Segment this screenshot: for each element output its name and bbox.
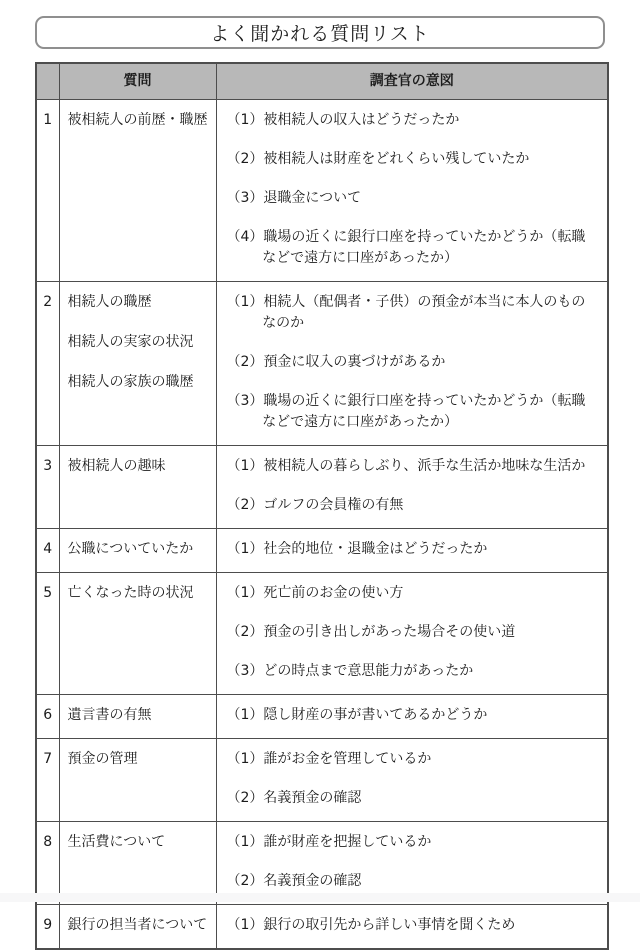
intent-cell [216, 821, 608, 904]
intent-item: （1）死亡前のお金の使い方 [226, 584, 404, 601]
question-cell [59, 904, 216, 949]
intent-item: （1）隠し財産の事が書いてあるかどうか [226, 706, 488, 723]
page-bottom-band [0, 893, 640, 902]
row-number: 3 [36, 445, 59, 528]
question-cell [59, 99, 216, 281]
header-cell-number [36, 63, 59, 99]
table-row [36, 445, 608, 528]
table-row [36, 572, 608, 694]
intent-cell [216, 738, 608, 821]
question-line: 相続人の実家の状況 [67, 333, 194, 350]
row-number: 8 [36, 821, 59, 904]
intent-item: （2）預金の引き出しがあった場合その使い道 [226, 623, 516, 640]
row-number: 9 [36, 904, 59, 949]
intent-item: （1）被相続人の収入はどうだったか [226, 111, 460, 128]
page-title: よく聞かれる質問リスト [210, 23, 430, 45]
row-number: 6 [36, 694, 59, 738]
question-cell [59, 281, 216, 445]
question-cell [59, 445, 216, 528]
intent-cell [216, 528, 608, 572]
header-row [36, 63, 608, 99]
page-title-box [35, 16, 605, 49]
question-line: 相続人の職歴 [67, 293, 152, 310]
table-header [36, 63, 608, 99]
row-number: 5 [36, 572, 59, 694]
intent-cell [216, 572, 608, 694]
intent-cell [216, 904, 608, 949]
intent-item: （1）誰が財産を把握しているか [226, 833, 432, 850]
intent-item: （1）誰がお金を管理しているか [226, 750, 432, 767]
question-line: 公職についていたか [67, 540, 194, 557]
table-row [36, 904, 608, 949]
questions-table [35, 62, 609, 950]
intent-item: （1）銀行の取引先から詳しい事情を聞くため [226, 916, 516, 933]
intent-item: （2）ゴルフの会員権の有無 [226, 496, 404, 513]
question-line: 亡くなった時の状況 [67, 584, 194, 601]
question-cell [59, 572, 216, 694]
row-number: 4 [36, 528, 59, 572]
table-body [36, 99, 608, 949]
intent-cell [216, 694, 608, 738]
question-line: 被相続人の趣味 [67, 457, 166, 474]
intent-cell [216, 445, 608, 528]
question-line: 被相続人の前歴・職歴 [67, 111, 208, 128]
intent-item: （1）被相続人の暮らしぶり、派手な生活か地味な生活か [226, 457, 586, 474]
intent-item: （3）職場の近くに銀行口座を持っていたかどうか（転職などで遠方に口座があったか） [226, 392, 586, 430]
header-cell-question: 質問 [59, 63, 216, 99]
header-cell-intent: 調査官の意図 [216, 63, 608, 99]
intent-cell [216, 281, 608, 445]
question-line: 預金の管理 [67, 750, 138, 767]
question-line: 銀行の担当者について [67, 916, 208, 933]
intent-item: （2）名義預金の確認 [226, 789, 362, 806]
question-cell [59, 528, 216, 572]
intent-cell [216, 99, 608, 281]
question-line: 生活費について [67, 833, 166, 850]
intent-item: （2）名義預金の確認 [226, 872, 362, 889]
question-cell [59, 738, 216, 821]
question-line: 遺言書の有無 [67, 706, 152, 723]
intent-item: （1）社会的地位・退職金はどうだったか [226, 540, 488, 557]
question-cell [59, 694, 216, 738]
intent-item: （2）預金に収入の裏づけがあるか [226, 353, 446, 370]
table-row [36, 738, 608, 821]
intent-item: （1）相続人（配偶者・子供）の預金が本当に本人のものなのか [226, 293, 586, 331]
intent-item: （4）職場の近くに銀行口座を持っていたかどうか（転職などで遠方に口座があったか） [226, 228, 586, 266]
table-row [36, 694, 608, 738]
table-row [36, 821, 608, 904]
question-line: 相続人の家族の職歴 [67, 373, 194, 390]
table-row [36, 99, 608, 281]
table-row [36, 528, 608, 572]
intent-item: （2）被相続人は財産をどれくらい残していたか [226, 150, 530, 167]
intent-item: （3）退職金について [226, 189, 362, 206]
row-number: 1 [36, 99, 59, 281]
row-number: 2 [36, 281, 59, 445]
row-number: 7 [36, 738, 59, 821]
table-row [36, 281, 608, 445]
question-cell [59, 821, 216, 904]
intent-item: （3）どの時点まで意思能力があったか [226, 662, 474, 679]
